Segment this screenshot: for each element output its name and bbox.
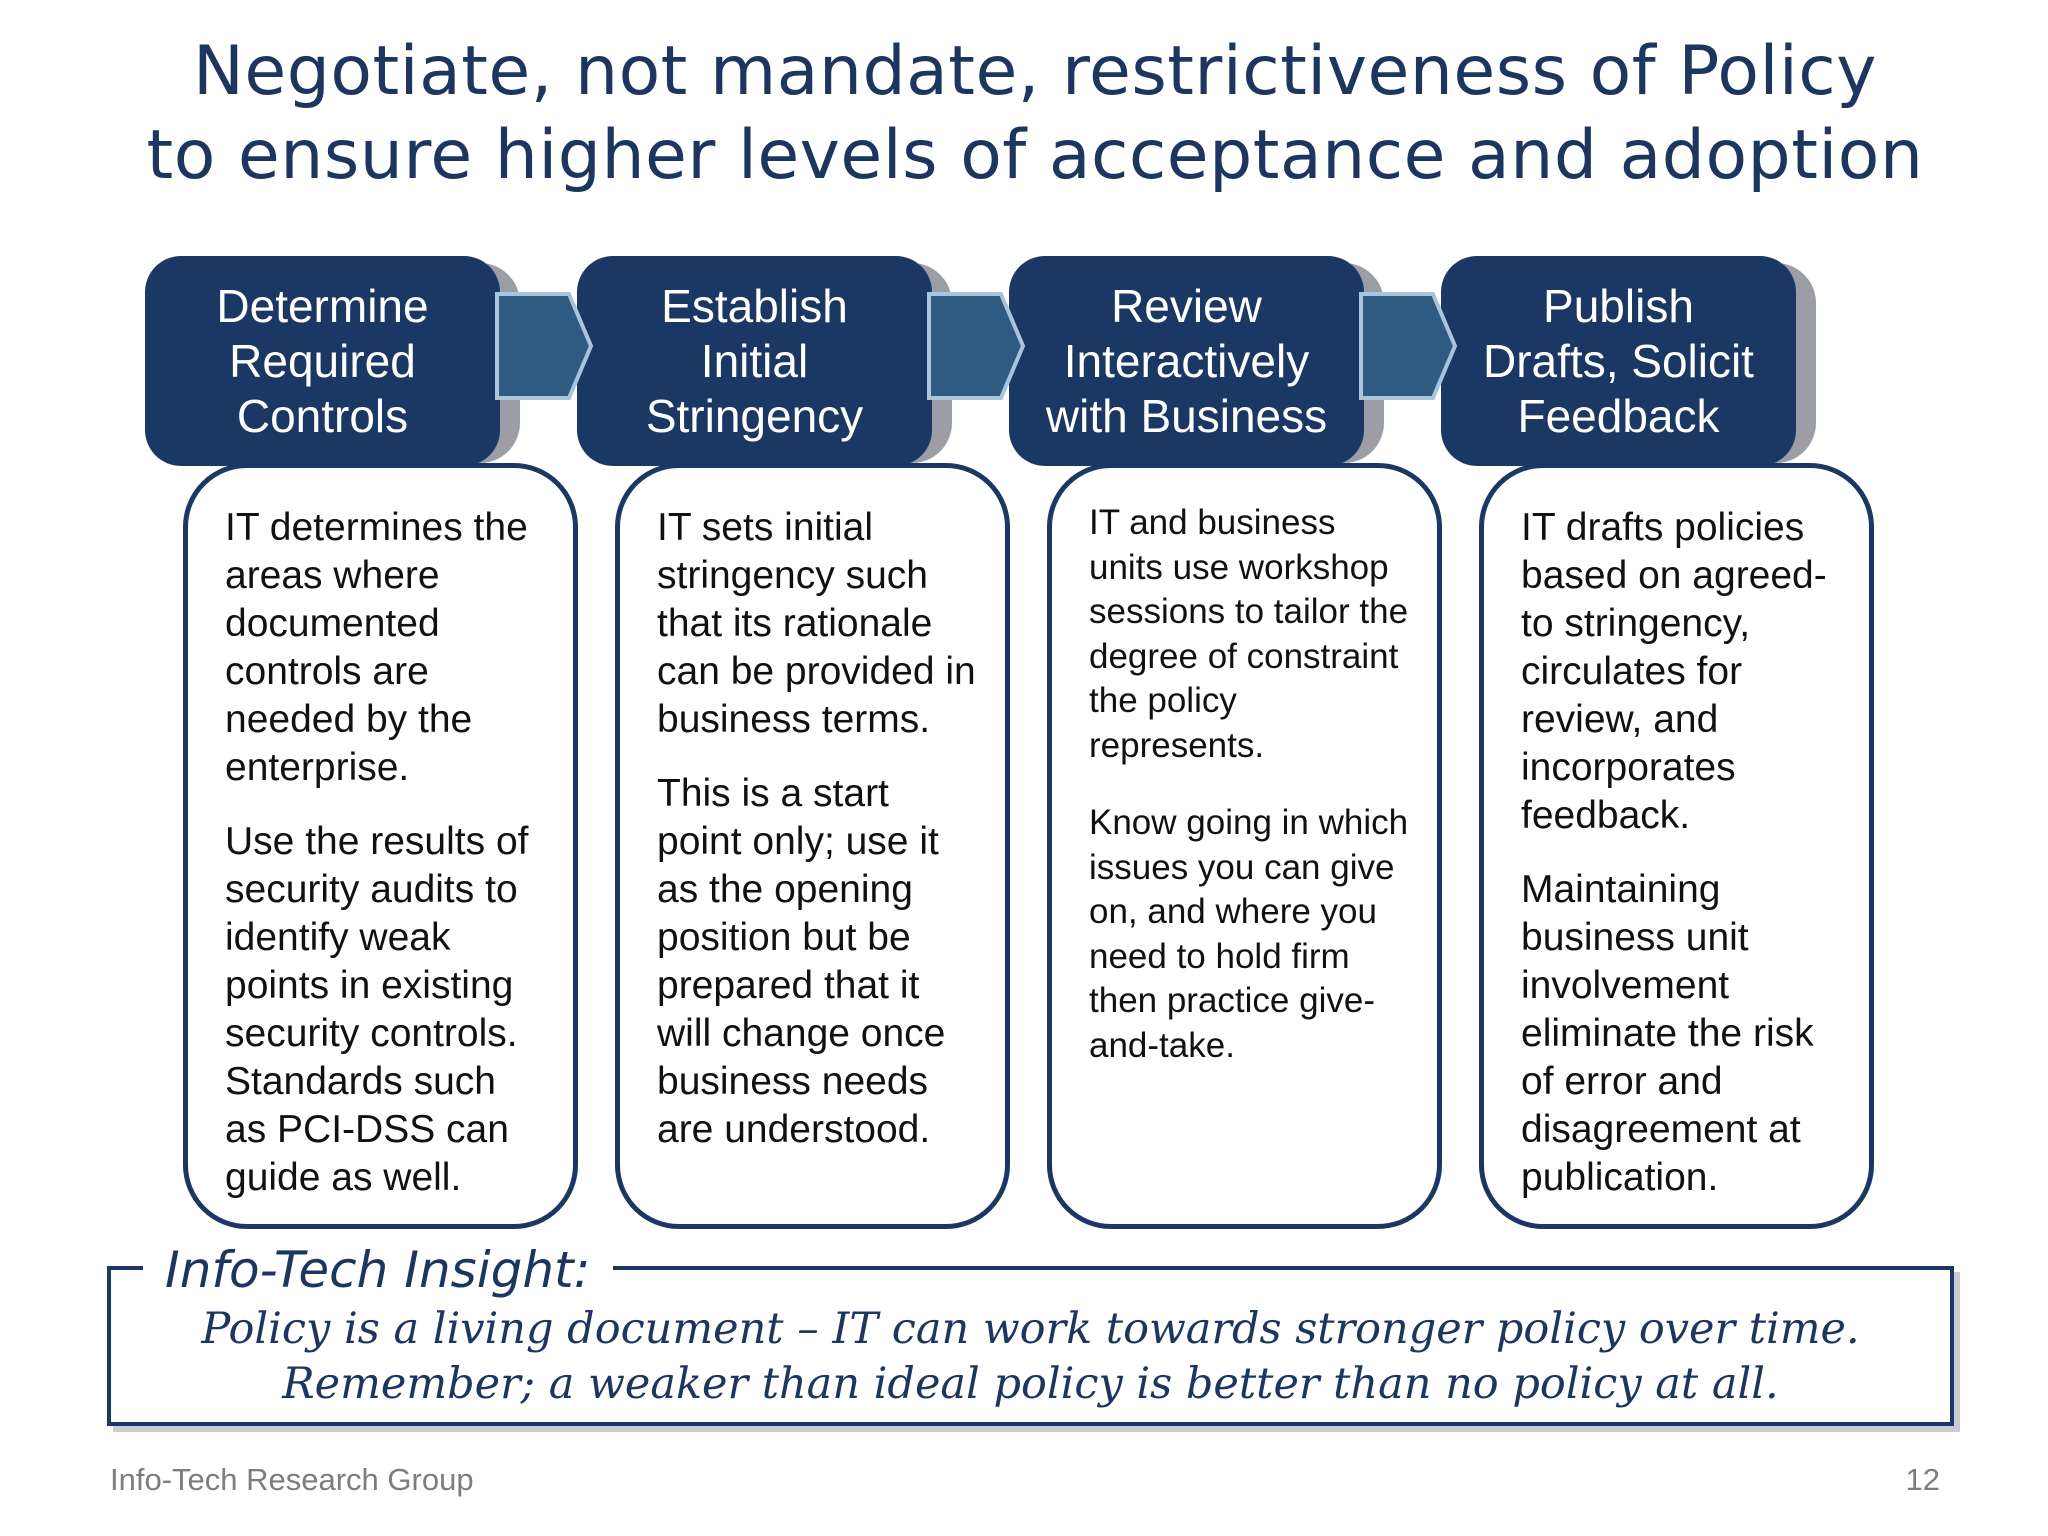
insight-line-2: Remember; a weaker than ideal policy is better than no policy at all.: [282, 1359, 1779, 1409]
slide-title: [0, 30, 2048, 198]
chevron-right-arrow-icon: [927, 290, 1027, 402]
insight-line-1: Policy is a living document – IT can work towards stronger policy over time.: [201, 1304, 1860, 1354]
step-2-summary: IT sets initial stringency such that its rationale can be provided in business terms.: [657, 506, 976, 741]
step-3-label-line: Review: [1111, 279, 1262, 332]
title-line-1: Negotiate, not mandate, restrictiveness of Policy: [193, 32, 1877, 111]
step-1-label-line: Required: [229, 334, 416, 387]
step-2-detail: This is a start point only; use it as the opening position but be prepared that it will change once business needs are understood.: [657, 772, 946, 1151]
page-number: 12: [1905, 1462, 1940, 1497]
step-1-label-line: Determine: [216, 279, 429, 332]
step-1-summary: IT determines the areas where documented controls are needed by the enterprise.: [225, 506, 528, 789]
step-4-label: [1483, 279, 1754, 444]
step-3-summary: IT and business units use workshop sessions to tailor the degree of constraint the policy represents.: [1089, 503, 1409, 765]
step-4-header: [1441, 256, 1796, 466]
chevron-right-arrow-icon: [495, 290, 595, 402]
step-1-description-card: [183, 463, 578, 1229]
step-4-description-card: [1479, 463, 1874, 1229]
step-3-detail: Know going in which issues you can give on, and where you need to hold firm then practice give-and-take.: [1089, 803, 1409, 1065]
step-1-header: [145, 256, 500, 466]
step-3-label-line: Interactively: [1063, 334, 1310, 387]
step-4-label-line: Drafts, Solicit: [1483, 334, 1754, 387]
step-2-label: [646, 279, 863, 444]
step-4-label-line: Feedback: [1517, 389, 1720, 442]
step-4-label-line: Publish: [1543, 279, 1694, 332]
step-2-label-line: Initial: [700, 334, 809, 387]
step-1-label: [216, 279, 428, 444]
chevron-right-arrow-icon: [1359, 290, 1459, 402]
insight-text: [107, 1302, 1954, 1412]
title-line-2: to ensure higher levels of acceptance and adoption: [146, 116, 1924, 195]
step-2-description-card: [615, 463, 1010, 1229]
step-2-header: [577, 256, 932, 466]
step-1-label-line: Controls: [236, 389, 409, 442]
footer-company: Info-Tech Research Group: [110, 1462, 474, 1497]
step-2-label-line: Establish: [661, 279, 848, 332]
step-1-detail: Use the results of security audits to identify weak points in existing security controls. Standards such as PCI-DSS can guide as well.: [225, 820, 529, 1199]
step-2-label-line: Stringency: [645, 389, 864, 442]
step-4-detail: Maintaining business unit involvement eliminate the risk of error and disagreement at publication.: [1521, 868, 1814, 1199]
step-3-label-line: with Business: [1045, 389, 1328, 442]
step-3-label: [1046, 279, 1327, 444]
step-3-description-card: [1047, 463, 1442, 1229]
step-3-header: [1009, 256, 1364, 466]
step-4-summary: IT drafts policies based on agreed-to stringency, circulates for review, and incorporates feedback.: [1521, 506, 1827, 837]
insight-label: Info-Tech Insight:: [143, 1238, 613, 1302]
